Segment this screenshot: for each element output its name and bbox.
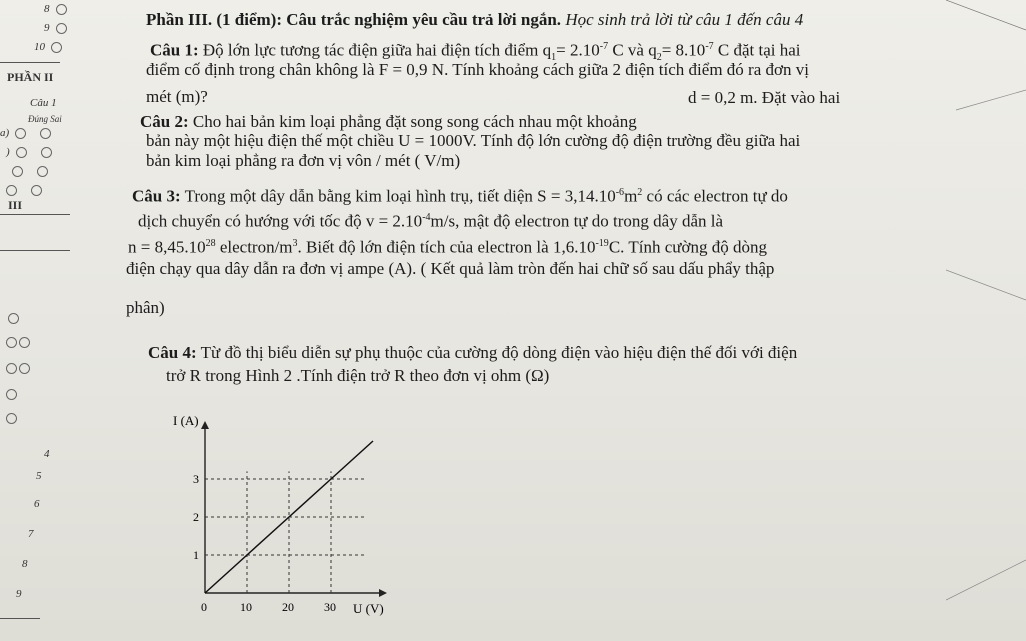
option-d bbox=[0, 184, 42, 196]
question-1-line-2: điểm cố định trong chân không là F = 0,9 N. Tính khoảng cách giữa 2 điện tích điểm đó ra đơn vị bbox=[146, 60, 809, 79]
margin-number: 7 bbox=[28, 528, 34, 540]
x-tick-label: 10 bbox=[240, 600, 252, 614]
margin-rule bbox=[0, 214, 70, 215]
x-tick-label: 30 bbox=[324, 600, 336, 614]
page-edge-lines bbox=[946, 0, 1026, 641]
option-c bbox=[6, 165, 48, 177]
question-2-line-1-tail: d = 0,2 m. Đặt vào hai bbox=[688, 88, 841, 107]
question-3-line-2: dịch chuyển có hướng với tốc độ $v = 2.10^{-4}m/s$, mật độ electron tự do trong dây dẫn là bbox=[138, 211, 724, 231]
part-header: Phần III. (1 điểm): Câu trắc nghiệm yêu cầu trả lời ngắn. Học sinh trả lời từ câu 1 đến câu 4 bbox=[146, 10, 804, 29]
margin-number: 10 bbox=[34, 41, 62, 53]
question-2-line-4: bản kim loại phẳng ra đơn vị vôn / mét ( V/m) bbox=[146, 151, 461, 170]
option-b: ) bbox=[6, 146, 52, 158]
answer-bubble bbox=[0, 412, 17, 424]
x-tick-label: 0 bbox=[201, 600, 207, 614]
margin-rule bbox=[0, 618, 40, 619]
x-axis-label: U (V) bbox=[353, 601, 384, 616]
answer-bubble bbox=[0, 362, 30, 374]
answer-bubble bbox=[2, 312, 19, 324]
answer-bubble bbox=[0, 388, 17, 400]
y-axis-label: I (A) bbox=[173, 413, 199, 428]
y-tick-label: 1 bbox=[193, 548, 199, 562]
section-label: PHẦN II bbox=[7, 70, 54, 84]
current-voltage-graph bbox=[165, 413, 405, 638]
question-label: Câu 1 bbox=[30, 97, 57, 109]
margin-number: 9 bbox=[16, 588, 22, 600]
margin-number: 6 bbox=[34, 498, 40, 510]
margin-rule bbox=[0, 62, 60, 63]
option-a: a) bbox=[0, 127, 51, 139]
question-3-line-1: Câu 3: Trong một dây dẫn bằng kim loại hình trụ, tiết diện $S = 3,14.10^{-6}m^2$ có các electron tự do bbox=[132, 186, 788, 206]
x-tick-label: 20 bbox=[282, 600, 294, 614]
question-4-line-2: trở R trong Hình 2 .Tính điện trở R theo đơn vị ohm (Ω) bbox=[166, 366, 550, 385]
question-2-line-3: bản này một hiệu điện thế một chiều U = 1000V. Tính độ lớn cường độ điện trường đều giữa hai bbox=[146, 131, 801, 150]
question-3-line-3: $n = 8,45.10^{28}$ electron/$m^3$. Biết độ lớn điện tích của electron là $1,6.10^{-19}C$. Tính cường độ dòng bbox=[128, 237, 767, 257]
margin-rule bbox=[0, 250, 70, 251]
y-axis-arrow bbox=[201, 421, 209, 429]
margin-number: 8 bbox=[44, 3, 67, 15]
question-4-line-1: Câu 4: Từ đồ thị biểu diễn sự phụ thuộc của cường độ dòng điện vào hiệu điện thế đối với điện bbox=[148, 343, 798, 362]
y-tick-label: 2 bbox=[193, 510, 199, 524]
margin-number: 5 bbox=[36, 470, 42, 482]
margin-number: 4 bbox=[44, 448, 50, 460]
question-1-line-3: mét (m)? bbox=[146, 87, 208, 106]
question-1-line-1: Câu 1: Độ lớn lực tương tác điện giữa hai điện tích điểm $q_1= 2.10^{-7}$ C và $q_2= 8.10^{-7}$ C đặt tại hai bbox=[150, 40, 801, 64]
question-2-line-2: Câu 2: Cho hai bản kim loại phẳng đặt song song cách nhau một khoảng bbox=[140, 112, 637, 131]
section-label: III bbox=[8, 198, 23, 212]
question-3-line-5: phân) bbox=[126, 298, 165, 317]
y-tick-label: 3 bbox=[193, 472, 199, 486]
answer-bubble bbox=[0, 336, 30, 348]
margin-number: 8 bbox=[22, 558, 28, 570]
question-3-line-4: điện chạy qua dây dẫn ra đơn vị ampe (A). ( Kết quả làm tròn đến hai chữ số sau dấu phẩy thập bbox=[126, 259, 775, 278]
true-false-label: Đúng Sai bbox=[28, 114, 62, 124]
margin-number: 9 bbox=[44, 22, 67, 34]
x-axis-arrow bbox=[379, 589, 387, 597]
